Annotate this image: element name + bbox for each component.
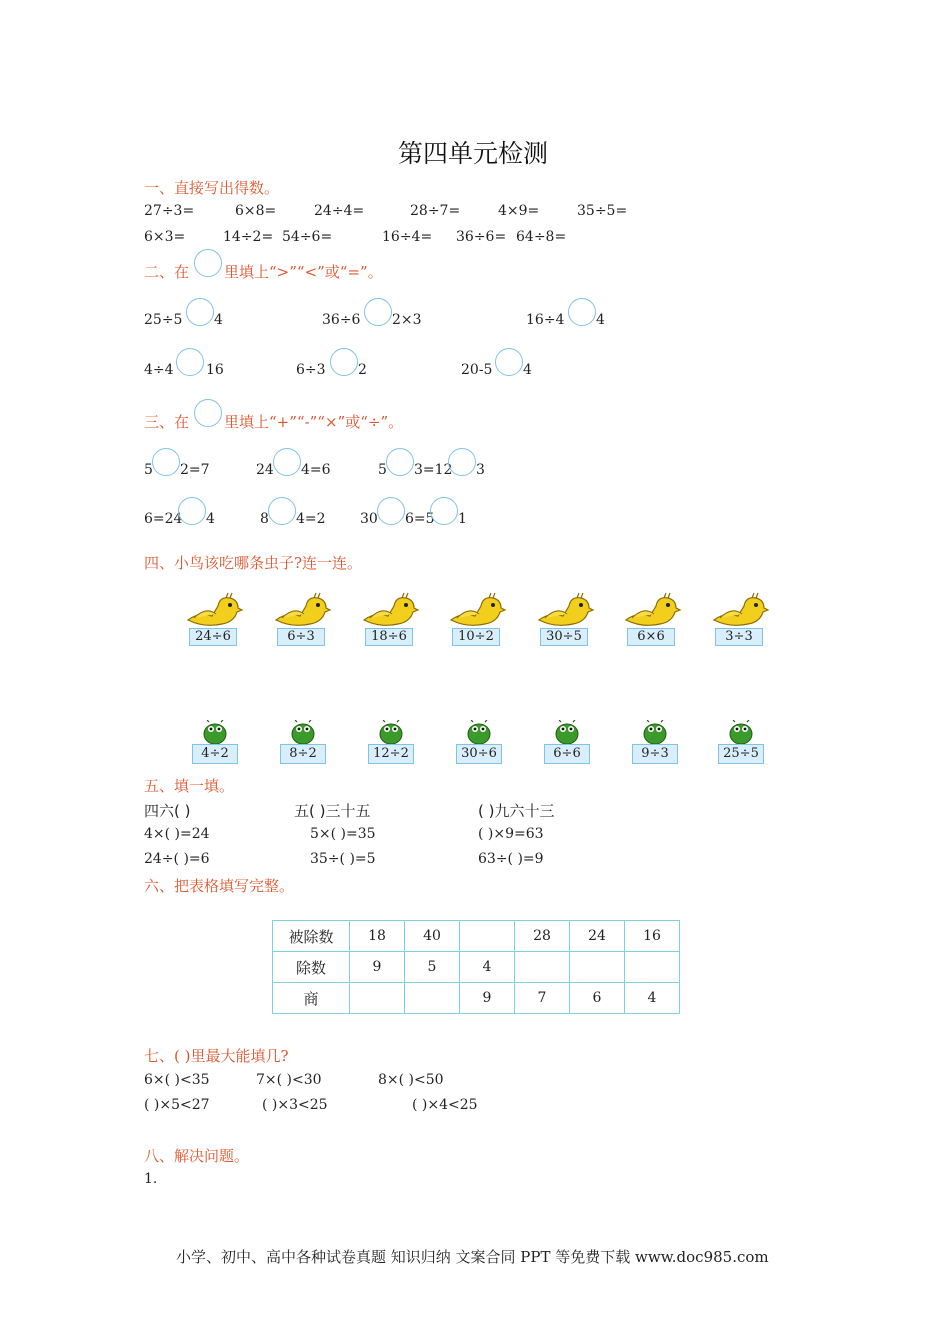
table-cell[interactable]: 40 bbox=[405, 921, 460, 952]
table-cell[interactable]: 9 bbox=[350, 952, 405, 983]
table-cell[interactable]: 6 bbox=[570, 983, 625, 1014]
section-2-heading-a: 二、在 bbox=[144, 263, 190, 281]
page-title: 第四单元检测 bbox=[398, 139, 549, 168]
worm-label: 25÷5 bbox=[718, 744, 764, 764]
s2-item4-right: 16 bbox=[206, 362, 224, 378]
s1-r1-c4: 28÷7= bbox=[410, 203, 461, 219]
worm-icon bbox=[288, 720, 318, 746]
worm-card[interactable] bbox=[364, 720, 418, 774]
section-6-heading: 六、把表格填写完整。 bbox=[144, 877, 295, 895]
answer-circle[interactable] bbox=[448, 448, 476, 476]
s1-r2-c1: 6×3= bbox=[144, 229, 186, 245]
s2-item5-right: 2 bbox=[358, 362, 367, 378]
bird-card[interactable] bbox=[447, 592, 507, 648]
s1-r1-c5: 4×9= bbox=[498, 203, 540, 219]
section-5-heading: 五、填一填。 bbox=[144, 777, 235, 795]
s2-item1-left: 25÷5 bbox=[144, 312, 183, 328]
s5-r2-c2: 5×( )=35 bbox=[310, 826, 376, 842]
s3-r1-i3-b: 3=12 bbox=[414, 462, 453, 478]
answer-circle[interactable] bbox=[273, 448, 301, 476]
s3-r2-i3-b: 6=5 bbox=[405, 511, 435, 527]
worm-icon bbox=[640, 720, 670, 746]
s5-r3-c2: 35÷( )=5 bbox=[310, 851, 376, 867]
answer-circle[interactable] bbox=[268, 497, 296, 525]
answer-circle[interactable] bbox=[364, 298, 392, 326]
row-header-dividend: 被除数 bbox=[273, 921, 350, 952]
s5-r2-c1: 4×( )=24 bbox=[144, 826, 210, 842]
bird-icon bbox=[360, 592, 420, 632]
footer-text: 小学、初中、高中各种试卷真题 知识归纳 文案合同 PPT 等免费下载 www.doc985.com bbox=[176, 1248, 769, 1266]
s3-r1-i3-a: 5 bbox=[378, 462, 387, 478]
bird-label: 3÷3 bbox=[715, 628, 763, 646]
s2-item2-left: 36÷6 bbox=[322, 312, 361, 328]
s2-item6-left: 20-5 bbox=[461, 362, 493, 378]
answer-circle[interactable] bbox=[176, 348, 204, 376]
table-row bbox=[273, 921, 680, 952]
worm-label: 12÷2 bbox=[368, 744, 414, 764]
s7-r1-c3: 8×( )<50 bbox=[378, 1072, 444, 1088]
heading-circle-icon bbox=[194, 399, 222, 427]
worm-label: 8÷2 bbox=[280, 744, 326, 764]
worm-card[interactable] bbox=[276, 720, 330, 774]
table-cell[interactable] bbox=[515, 952, 570, 983]
table-cell[interactable]: 18 bbox=[350, 921, 405, 952]
bird-card[interactable] bbox=[622, 592, 682, 648]
table-cell[interactable]: 4 bbox=[625, 983, 680, 1014]
table-cell[interactable]: 28 bbox=[515, 921, 570, 952]
worm-card[interactable] bbox=[714, 720, 768, 774]
s2-item4-left: 4÷4 bbox=[144, 362, 174, 378]
s2-item3-right: 4 bbox=[596, 312, 605, 328]
answer-circle[interactable] bbox=[495, 348, 523, 376]
bird-card[interactable] bbox=[272, 592, 332, 648]
s1-r1-c1: 27÷3= bbox=[144, 203, 195, 219]
bird-icon bbox=[710, 592, 770, 632]
table-cell[interactable]: 4 bbox=[460, 952, 515, 983]
s2-item5-left: 6÷3 bbox=[296, 362, 326, 378]
worm-icon bbox=[552, 720, 582, 746]
bird-card[interactable] bbox=[184, 592, 244, 648]
worm-icon bbox=[464, 720, 494, 746]
answer-circle[interactable] bbox=[568, 298, 596, 326]
worm-icon bbox=[726, 720, 756, 746]
s3-r1-i3-c: 3 bbox=[476, 462, 485, 478]
s3-r2-i1-a: 6=24 bbox=[144, 511, 183, 527]
s3-r1-i2-a: 24 bbox=[256, 462, 274, 478]
question-1-number: 1. bbox=[144, 1171, 158, 1187]
s3-r2-i1-b: 4 bbox=[206, 511, 215, 527]
division-table bbox=[272, 920, 680, 1014]
s1-r1-c2: 6×8= bbox=[235, 203, 277, 219]
bird-icon bbox=[535, 592, 595, 632]
section-7-heading: 七、( )里最大能填几? bbox=[144, 1047, 289, 1065]
table-cell[interactable]: 5 bbox=[405, 952, 460, 983]
section-3-heading-b: 里填上“+”“-”“×”或“÷”。 bbox=[224, 413, 404, 431]
s5-r1-c1: 四六( ) bbox=[144, 802, 191, 820]
s2-item3-left: 16÷4 bbox=[526, 312, 565, 328]
s3-r2-i3-a: 30 bbox=[360, 511, 378, 527]
s2-item6-right: 4 bbox=[523, 362, 532, 378]
section-3-heading-a: 三、在 bbox=[144, 413, 190, 431]
answer-circle[interactable] bbox=[386, 448, 414, 476]
s5-r1-c2: 五( )三十五 bbox=[294, 802, 371, 820]
bird-label: 10÷2 bbox=[452, 628, 500, 646]
s5-r3-c3: 63÷( )=9 bbox=[478, 851, 544, 867]
worm-label: 6÷6 bbox=[544, 744, 590, 764]
s3-r1-i1-b: 2=7 bbox=[180, 462, 210, 478]
worm-label: 30÷6 bbox=[456, 744, 502, 764]
bird-icon bbox=[272, 592, 332, 632]
heading-circle-icon bbox=[194, 249, 222, 277]
s5-r1-c3: ( )九六十三 bbox=[478, 802, 555, 820]
bird-card[interactable] bbox=[710, 592, 770, 648]
answer-circle[interactable] bbox=[152, 448, 180, 476]
table-cell[interactable]: 9 bbox=[460, 983, 515, 1014]
bird-icon bbox=[447, 592, 507, 632]
s7-r2-c3: ( )×4<25 bbox=[412, 1097, 478, 1113]
table-cell[interactable] bbox=[460, 921, 515, 952]
answer-circle[interactable] bbox=[178, 497, 206, 525]
section-2-heading-b: 里填上“>”“<”或“=”。 bbox=[224, 263, 383, 281]
worm-card[interactable] bbox=[540, 720, 594, 774]
worm-card[interactable] bbox=[628, 720, 682, 774]
section-4-heading: 四、小鸟该吃哪条虫子?连一连。 bbox=[144, 554, 363, 572]
answer-circle[interactable] bbox=[377, 497, 405, 525]
s1-r2-c5: 36÷6= bbox=[456, 229, 507, 245]
table-row bbox=[273, 983, 680, 1014]
answer-circle[interactable] bbox=[430, 497, 458, 525]
table-cell[interactable] bbox=[625, 952, 680, 983]
worm-icon bbox=[200, 720, 230, 746]
table-cell[interactable]: 16 bbox=[625, 921, 680, 952]
bird-icon bbox=[622, 592, 682, 632]
s7-r2-c1: ( )×5<27 bbox=[144, 1097, 210, 1113]
bird-label: 30÷5 bbox=[540, 628, 588, 646]
bird-card[interactable] bbox=[535, 592, 595, 648]
bird-label: 6×6 bbox=[627, 628, 675, 646]
s2-item2-right: 2×3 bbox=[392, 312, 422, 328]
s3-r2-i2-b: 4=2 bbox=[296, 511, 326, 527]
bird-label: 6÷3 bbox=[277, 628, 325, 646]
s1-r2-c2: 14÷2= bbox=[223, 229, 274, 245]
bird-label: 24÷6 bbox=[189, 628, 237, 646]
answer-circle[interactable] bbox=[186, 298, 214, 326]
table-cell[interactable] bbox=[570, 952, 625, 983]
s7-r1-c2: 7×( )<30 bbox=[256, 1072, 322, 1088]
section-8-heading: 八、解决问题。 bbox=[144, 1147, 250, 1165]
bird-card[interactable] bbox=[360, 592, 420, 648]
s2-item1-right: 4 bbox=[214, 312, 223, 328]
s3-r1-i2-b: 4=6 bbox=[301, 462, 331, 478]
row-header-divisor: 除数 bbox=[273, 952, 350, 983]
table-cell[interactable]: 24 bbox=[570, 921, 625, 952]
worm-label: 9÷3 bbox=[632, 744, 678, 764]
table-cell[interactable] bbox=[405, 983, 460, 1014]
answer-circle[interactable] bbox=[330, 348, 358, 376]
table-cell[interactable]: 7 bbox=[515, 983, 570, 1014]
s1-r2-c6: 64÷8= bbox=[516, 229, 567, 245]
section-1-heading: 一、直接写出得数。 bbox=[144, 179, 280, 197]
row-header-quotient: 商 bbox=[273, 983, 350, 1014]
s3-r1-i1-a: 5 bbox=[144, 462, 153, 478]
bird-icon bbox=[184, 592, 244, 632]
bird-label: 18÷6 bbox=[365, 628, 413, 646]
worm-card[interactable] bbox=[188, 720, 242, 774]
s1-r2-c3: 54÷6= bbox=[282, 229, 333, 245]
s5-r3-c1: 24÷( )=6 bbox=[144, 851, 210, 867]
table-cell[interactable] bbox=[350, 983, 405, 1014]
s3-r2-i2-a: 8 bbox=[260, 511, 269, 527]
s5-r2-c3: ( )×9=63 bbox=[478, 826, 544, 842]
s3-r2-i3-c: 1 bbox=[458, 511, 467, 527]
s1-r1-c3: 24÷4= bbox=[314, 203, 365, 219]
table-row bbox=[273, 952, 680, 983]
s7-r2-c2: ( )×3<25 bbox=[262, 1097, 328, 1113]
worm-icon bbox=[376, 720, 406, 746]
s1-r1-c6: 35÷5= bbox=[577, 203, 628, 219]
worm-label: 4÷2 bbox=[192, 744, 238, 764]
worm-card[interactable] bbox=[452, 720, 506, 774]
s7-r1-c1: 6×( )<35 bbox=[144, 1072, 210, 1088]
s1-r2-c4: 16÷4= bbox=[382, 229, 433, 245]
